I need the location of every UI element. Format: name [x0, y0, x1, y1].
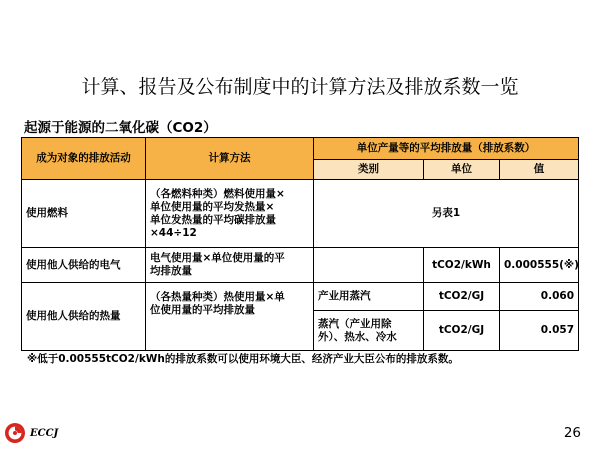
method-line: 单位使用量的平均发热量×	[150, 200, 275, 213]
cell-value-electricity: 0.000555(※)	[500, 248, 579, 283]
cell-merged-fuel: 另表1	[314, 180, 579, 248]
method-line: （各热量种类）热使用量×单	[150, 291, 285, 303]
page-number: 26	[563, 425, 581, 441]
eccj-logo-icon	[4, 422, 26, 444]
cell-category-heat-industrial	[314, 283, 424, 311]
category-line: 产业用蒸汽	[318, 290, 371, 302]
cell-value-heat-industrial: 0.060	[500, 283, 579, 311]
header-activity: 成为对象的排放活动	[22, 138, 146, 180]
table-row	[22, 283, 579, 311]
method-line: ×44÷12	[150, 226, 197, 239]
cell-method-electricity	[146, 248, 314, 283]
category-line: 外）、热水、冷水	[318, 330, 397, 343]
cell-category-electricity	[314, 248, 424, 283]
cell-activity-fuel: 使用燃料	[22, 180, 146, 248]
section-subtitle: 起源于能源的二氧化碳（CO2）	[24, 120, 217, 136]
page-title: 计算、报告及公布制度中的计算方法及排放系数一览	[81, 76, 519, 98]
cell-category-heat-other	[314, 311, 424, 351]
method-line: 均排放量	[150, 265, 192, 277]
cell-unit-heat-industrial: tCO2/GJ	[424, 283, 500, 311]
cell-method-heat	[146, 283, 314, 351]
cell-activity-heat: 使用他人供给的热量	[22, 283, 146, 351]
table-header-row	[22, 138, 579, 160]
cell-value-heat-other: 0.057	[500, 311, 579, 351]
method-line: （各燃料种类）燃料使用量×	[150, 187, 285, 200]
header-method: 计算方法	[146, 138, 314, 180]
footnote: ※低于0.00555tCO2/kWh的排放系数可以使用环境大臣、经济产业大臣公布的排放系数。	[27, 353, 459, 365]
header-unit: 单位	[424, 160, 500, 180]
method-line: 位使用量的平均排放量	[150, 304, 255, 316]
table-row	[22, 248, 579, 283]
header-value: 值	[500, 160, 579, 180]
eccj-logo	[4, 421, 84, 445]
category-line: 蒸汽（产业用除	[318, 317, 392, 330]
header-category: 类别	[314, 160, 424, 180]
cell-unit-heat-other: tCO2/GJ	[424, 311, 500, 351]
method-line: 单位发热量的平均碳排放量	[150, 213, 276, 226]
cell-activity-electricity: 使用他人供给的电气	[22, 248, 146, 283]
header-average-emission: 单位产量等的平均排放量（排放系数）	[314, 138, 579, 160]
table-row	[22, 180, 579, 248]
cell-method-fuel	[146, 180, 314, 248]
eccj-logo-text: ECCJ	[30, 427, 59, 439]
emission-factor-table	[21, 137, 579, 351]
cell-unit-electricity: tCO2/kWh	[424, 248, 500, 283]
method-line: 电气使用量×单位使用量的平	[150, 252, 285, 264]
